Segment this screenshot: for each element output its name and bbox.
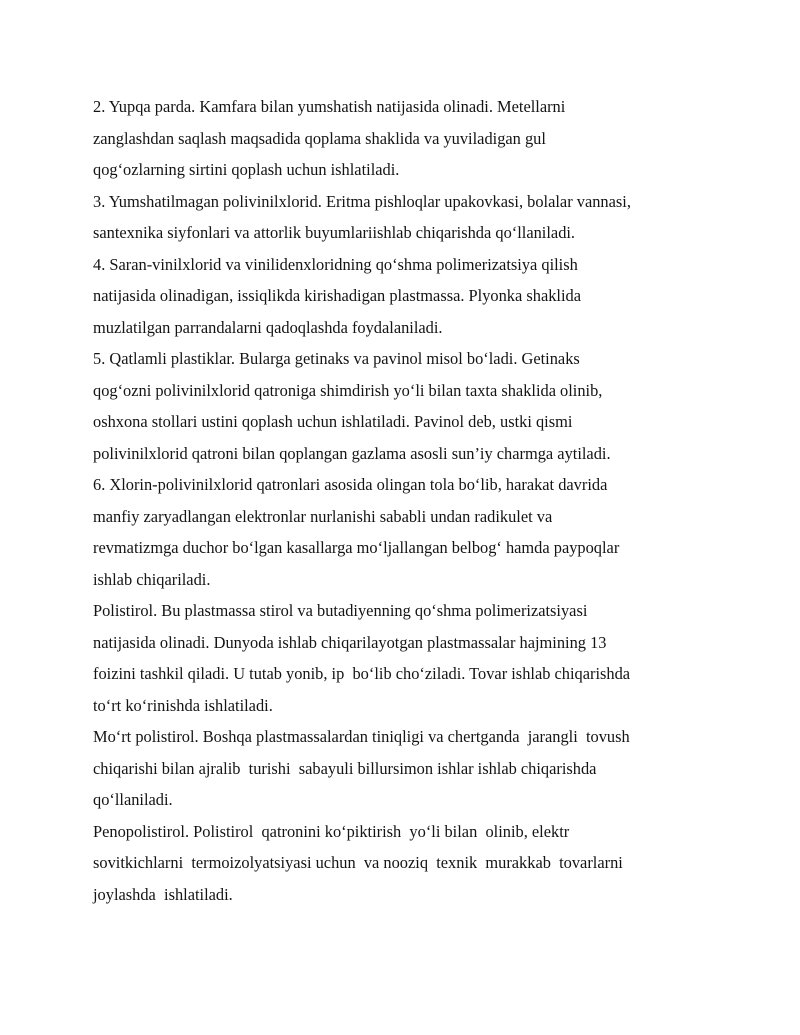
text-line: manfiy zaryadlangan elektronlar nurlanishi sababli undan radikulet va [93,506,553,526]
text-line: qog‘ozni polivinilxlorid qatroniga shimdirish yo‘li bilan taxta shaklida olinib, [93,380,603,400]
text-line: muzlatilgan parrandalarni qadoqlashda foydalaniladi. [93,317,443,337]
text-line: zanglashdan saqlash maqsadida qoplama shaklida va yuviladigan gul [93,128,546,148]
text-line: ishlab chiqariladi. [93,569,211,589]
text-line: 3. Yumshatilmagan polivinilxlorid. Eritma pishloqlar upakovkasi, bolalar vannasi, [93,191,631,211]
text-line: foizini tashkil qiladi. U tutab yonib, ip bo‘lib cho‘ziladi. Tovar ishlab chiqarishda [93,664,631,683]
text-line: 2. Yupqa parda. Kamfara bilan yumshatish natijasida olinadi. Metellarni [93,97,566,116]
text-line: Mo‘rt polistirol. Boshqa plastmassalardan tiniqligi va chertganda jarangli tovush [93,727,630,746]
text-line: natijasida olinadigan, issiqlikda kirishadigan plastmassa. Plyonka shaklida [93,286,581,305]
text-line: Polistirol. Bu plastmassa stirol va butadiyenning qo‘shma polimerizatsiyasi [93,601,588,620]
text-line: natijasida olinadi. Dunyoda ishlab chiqarilayotgan plastmassalar hajmining 13 [93,632,607,652]
text-line: 6. Xlorin-polivinilxlorid qatronlari asosida olingan tola bo‘lib, harakat davrida [93,475,608,494]
text-line: sovitkichlarni termoizolyatsiyasi uchun va nooziq texnik murakkab tovarlarni [93,853,623,872]
text-line: joylashda ishlatiladi. [93,884,233,904]
text-line: chiqarishi bilan ajralib turishi sabayuli billursimon ishlar ishlab chiqarishda [93,758,597,778]
text-line: polivinilxlorid qatroni bilan qoplangan gazlama asosli sun’iy charmga aytiladi. [93,443,611,463]
text-line: revmatizmga duchor bo‘lgan kasallarga mo‘ljallangan belbog‘ hamda paypoqlar [93,538,620,557]
text-line: Penopolistirol. Polistirol qatronini ko‘piktirish yo‘li bilan olinib, elektr [93,821,570,841]
text-line: 4. Saran-vinilxlorid va vinilidenxloridning qo‘shma polimerizatsiya qilish [93,254,578,274]
text-line: to‘rt ko‘rinishda ishlatiladi. [93,695,273,715]
text-line: santexnika siyfonlari va attorlik buyumlariishlab chiqarishda qo‘llaniladi. [93,223,576,242]
text-line: qo‘llaniladi. [93,790,173,809]
text-line: oshxona stollari ustini qoplash uchun ishlatiladi. Pavinol deb, ustki qismi [93,412,573,431]
text-line: qog‘ozlarning sirtini qoplash uchun ishlatiladi. [93,160,400,179]
document-body [93,91,733,910]
text-line: 5. Qatlamli plastiklar. Bularga getinaks va pavinol misol bo‘ladi. Getinaks [93,349,580,368]
